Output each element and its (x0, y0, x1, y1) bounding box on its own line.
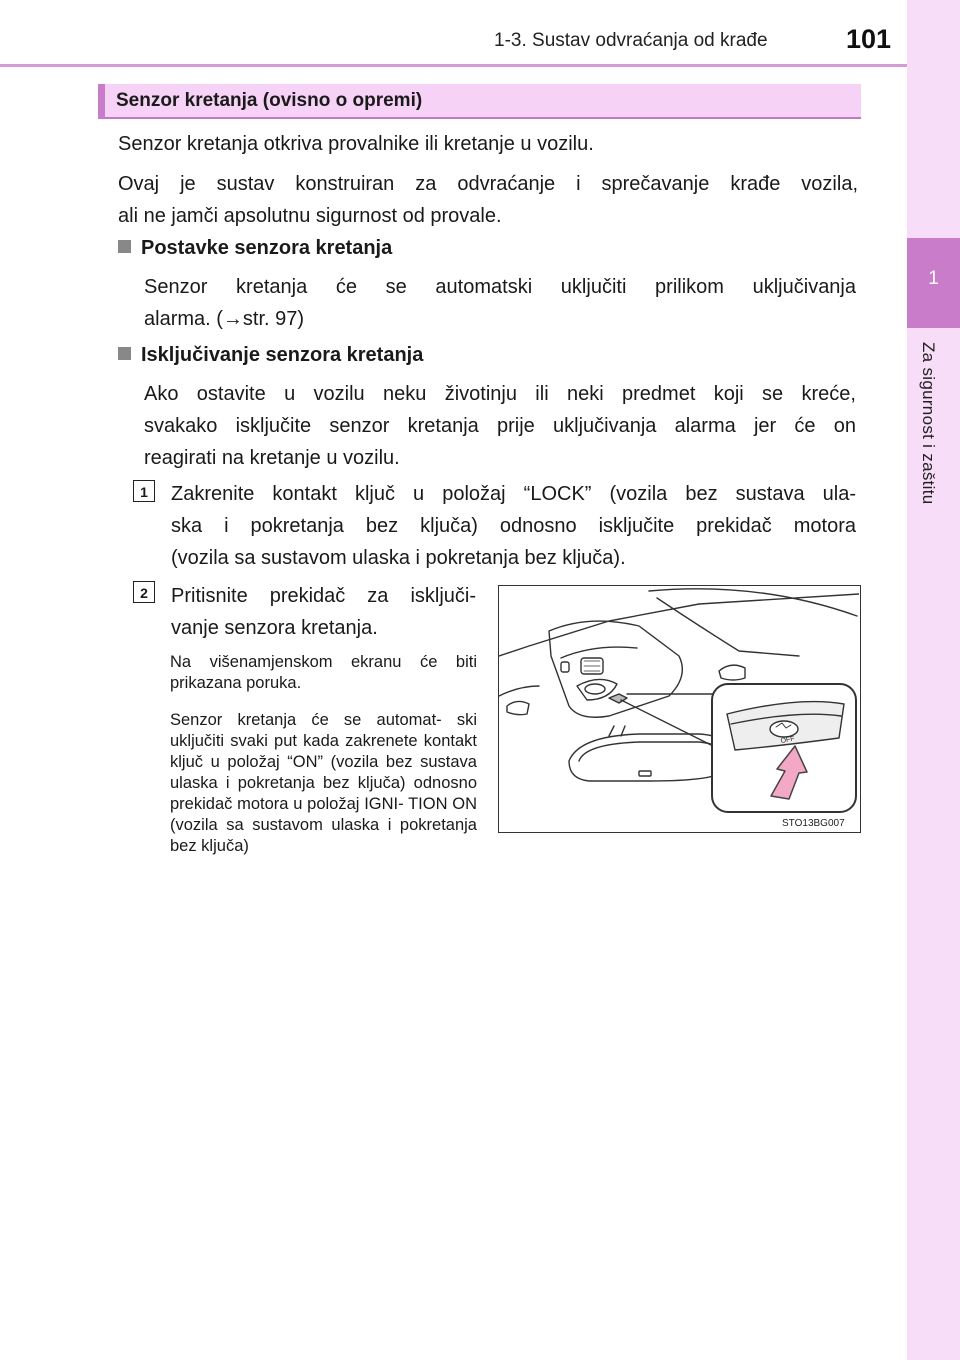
disable-heading-text: Isključivanje senzora kretanja (141, 344, 424, 366)
settings-line-2: alarma. (→str. 97) (144, 308, 305, 330)
side-tab (907, 0, 960, 1360)
section-header (98, 84, 861, 119)
overhead-console-figure (498, 585, 861, 833)
section-title: Senzor kretanja (ovisno o opremi) (116, 90, 423, 111)
step-1-line-1: Zakrenite kontakt ključ u položaj “LOCK” (vozila bez sustava ula- (171, 483, 856, 505)
disable-line-2: svakako isključite senzor kretanja prije uključivanja alarma jer će on (144, 415, 856, 437)
settings-line-1: Senzor kretanja će se automatski uključiti prilikom uključivanja (144, 276, 856, 298)
square-bullet-icon (118, 347, 131, 360)
step-2-line-2: vanje senzora kretanja. (171, 617, 378, 639)
intro-paragraph-1: Senzor kretanja otkriva provalnike ili kretanje u vozilu. (118, 133, 594, 155)
side-tab-label: Za sigurnost i zaštitu (919, 342, 938, 505)
disable-heading (118, 344, 423, 367)
header-rule (0, 64, 960, 67)
step-1-line-2: ska i pokretanja bez ključa) odnosno isključite prekidač motora (171, 515, 856, 537)
square-bullet-icon (118, 240, 131, 253)
figure-code: STO13BG007 (782, 818, 845, 829)
step-2-note-2: Senzor kretanja će se automat- ski uključiti svaki put kada zakrenete kontakt ključ u položaj “ON” (vozila bez sustava ulaska i pokretanja bez ključa) odnosno prekidač motora u položaj IGNI- TION ON (vozila sa sustavom ulaska i pokretanja bez ključa) (170, 711, 477, 855)
step-number-box: 1 (133, 480, 155, 502)
disable-line-1: Ako ostavite u vozilu neku životinju ili neki predmet koji se kreće, (144, 383, 856, 405)
settings-heading (118, 237, 392, 260)
overhead-console-illustration (499, 586, 859, 831)
step-1-line-3: (vozila sa sustavom ulaska i pokretanja bez ključa). (171, 547, 626, 569)
side-tab-number: 1 (928, 268, 939, 289)
step-number-box: 2 (133, 581, 155, 603)
disable-line-3: reagirati na kretanje u vozilu. (144, 447, 400, 469)
page-number: 101 (846, 24, 892, 54)
switch-off-label: OFF (780, 735, 796, 745)
step-2-line-1: Pritisnite prekidač za isključi- (171, 585, 476, 607)
intro-paragraph-2-line-1: Ovaj je sustav konstruiran za odvraćanje i sprečavanje krađe vozila, (118, 173, 858, 195)
section-header-bar (98, 84, 105, 119)
settings-heading-text: Postavke senzora kretanja (141, 237, 393, 259)
chapter-title: 1-3. Sustav odvraćanja od krađe (494, 30, 768, 51)
intro-paragraph-2-line-2: ali ne jamči apsolutnu sigurnost od provale. (118, 205, 502, 227)
step-2-note-1: Na višenamjenskom ekranu će biti prikazana poruka. (170, 653, 477, 692)
